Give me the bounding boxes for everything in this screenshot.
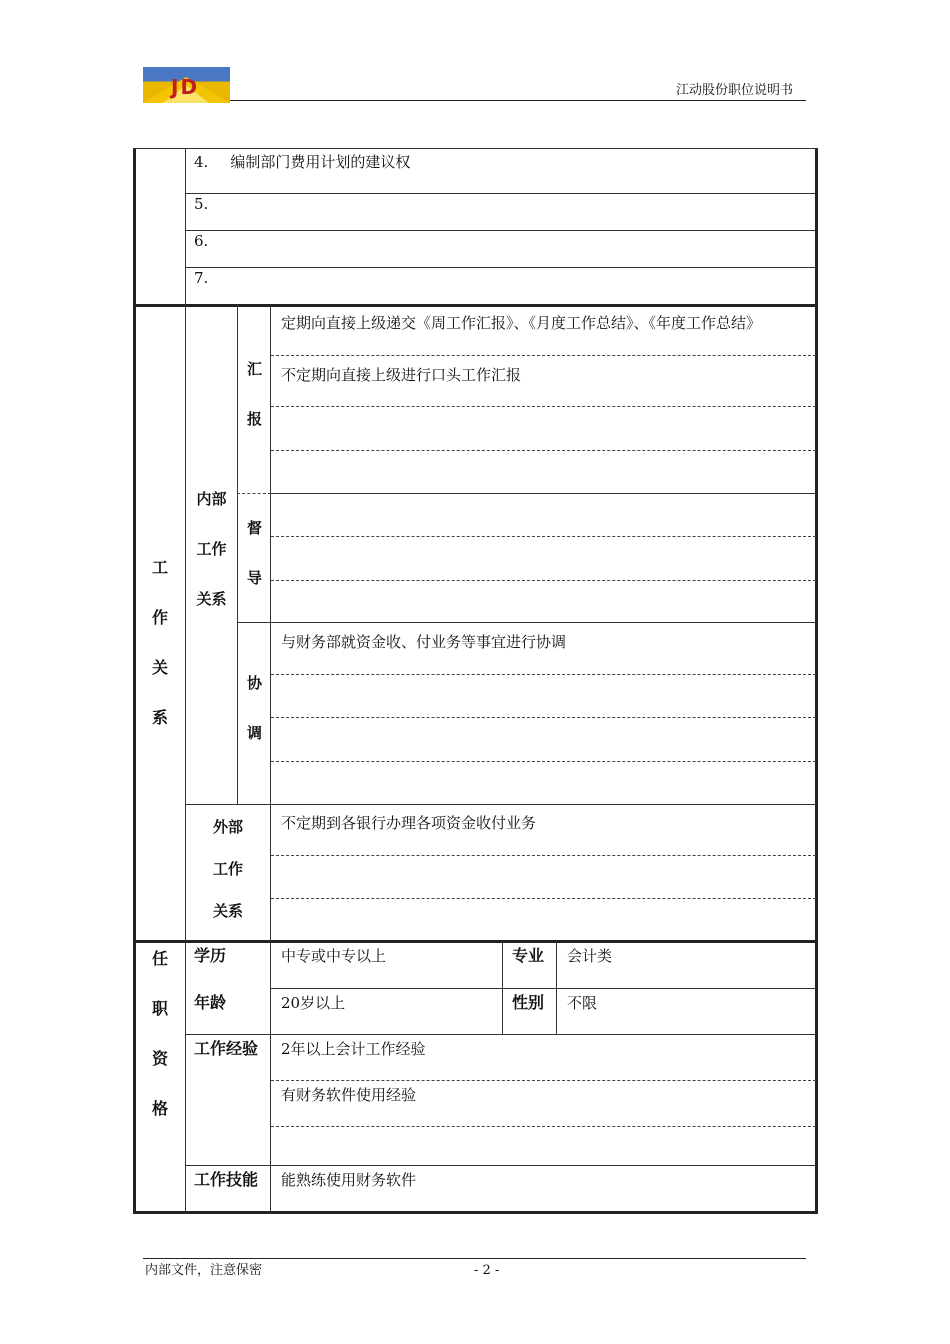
education-value: 中专或中专以上 (281, 947, 387, 965)
qualifications-label: 任 职 资 格 (151, 949, 168, 1118)
age-label: 年龄 (194, 993, 227, 1012)
internal-relations-label: 内部 工作 关系 (196, 490, 227, 608)
authority-item: 5. (194, 195, 209, 213)
age-value: 20岁以上 (281, 994, 346, 1012)
report-item: 定期向直接上级递交《周工作汇报》、《月度工作总结》、《年度工作总结》 (281, 314, 762, 332)
gender-value: 不限 (567, 994, 598, 1012)
logo-text: JD (171, 75, 200, 99)
experience-label: 工作经验 (194, 1039, 259, 1058)
experience-item: 有财务软件使用经验 (281, 1086, 417, 1104)
external-relations-label: 外部 工作 关系 (212, 818, 243, 920)
coordinate-item: 与财务部就资金收、付业务等事宜进行协调 (281, 633, 567, 651)
supervise-label: 督 导 (246, 519, 262, 587)
header-rule (230, 100, 806, 101)
major-label: 专业 (512, 946, 545, 965)
doc-title: 江动股份职位说明书 (676, 83, 794, 98)
coordinate-label: 协 调 (246, 674, 262, 742)
skills-label: 工作技能 (194, 1170, 259, 1189)
gender-label: 性别 (512, 993, 545, 1012)
authority-item: 4. 编制部门费用计划的建议权 (194, 153, 411, 171)
report-item: 不定期向直接上级进行口头工作汇报 (281, 366, 522, 384)
company-logo (143, 67, 230, 103)
education-label: 学历 (194, 946, 227, 965)
skills-value: 能熟练使用财务软件 (281, 1171, 417, 1189)
experience-item: 2年以上会计工作经验 (281, 1040, 426, 1058)
authority-item: 7. (194, 269, 209, 287)
major-value: 会计类 (567, 947, 613, 965)
authority-item: 6. (194, 232, 209, 250)
report-label: 汇 报 (246, 360, 262, 428)
confidential-note: 内部文件，注意保密 (145, 1263, 263, 1278)
page-number: - 2 - (474, 1263, 500, 1278)
work-relations-label: 工 作 关 系 (151, 558, 168, 727)
footer-rule (143, 1258, 806, 1259)
external-item: 不定期到各银行办理各项资金收付业务 (281, 814, 537, 832)
